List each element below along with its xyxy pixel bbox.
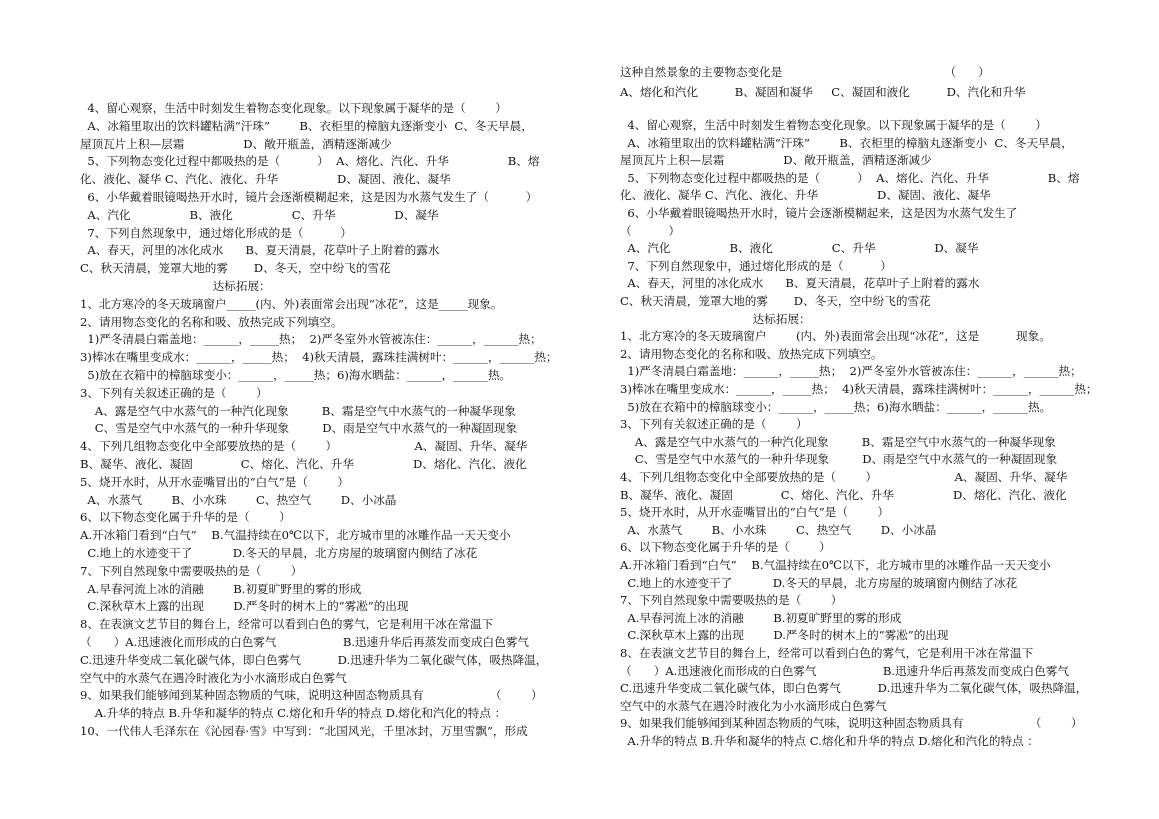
text-line: A、水蒸气 B、小水珠 C、热空气 D、小冰晶 bbox=[80, 492, 397, 507]
text-line: 达标拓展： bbox=[620, 311, 811, 326]
text-line: A、冰箱里取出的饮料罐粘满“汗珠” B、衣柜里的樟脑丸逐渐变小 C、冬天早晨， bbox=[620, 135, 1073, 150]
text-line: 空气中的水蒸气在遇冷时液化为小水滴形成白色雾气 bbox=[620, 698, 887, 713]
text-line: 空气中的水蒸气在遇冷时液化为小水滴形成白色雾气 bbox=[80, 670, 347, 685]
text-line: 3)棒冰在嘴里变成水：______，_____热； 4)秋天清晨，露珠挂满树叶：______，______热； bbox=[620, 382, 1098, 396]
text-line: A、水蒸气 B、小水珠 C、热空气 D、小冰晶 bbox=[620, 522, 937, 537]
text-line: C.地上的水迹变干了 D.冬天的早晨，北方房屋的玻璃窗内侧结了冰花 bbox=[80, 546, 478, 560]
text-line: C、雪是空气中水蒸气的一种升华现象 D、雨是空气中水蒸气的一种凝固现象 bbox=[620, 452, 1058, 467]
text-line: 化、液化、凝华 C、汽化、液化、升华 D、凝固、液化、凝华 bbox=[80, 172, 451, 187]
text-line: 7、下列自然现象中，通过熔化形成的是（ ） bbox=[80, 225, 352, 240]
text-line: 6、小华戴着眼镜喝热开水时，镜片会逐渐模糊起来，这是因为水蒸气发生了（ ） bbox=[80, 190, 538, 204]
text-line: 1、北方寒冷的冬天玻璃窗户_____(内、外)表面常会出现“冰花”，这是_____现象。 bbox=[80, 296, 503, 311]
text-line: 4、留心观察，生活中时刻发生着物态变化现象。以下现象属于凝华的是（ ） bbox=[80, 101, 507, 115]
text-line: 6、小华戴着眼镜喝热开水时，镜片会逐渐模糊起来，这是因为水蒸气发生了 bbox=[620, 206, 1018, 220]
text-line: 屋顶瓦片上积—层霜 D、敞开瓶盖，酒精逐渐减少 bbox=[620, 153, 932, 168]
text-line: C、秋天清晨，笼罩大地的雾 D、冬天，空中纷飞的雪花 bbox=[80, 261, 391, 276]
text-line: A、冰箱里取出的饮料罐粘满“汗珠” B、衣柜里的樟脑丸逐渐变小 C、冬天早晨， bbox=[80, 118, 533, 133]
text-line: 4、下列几组物态变化中全部要放热的是（ ） A、凝固、升华、凝华 bbox=[620, 470, 1068, 484]
text-line: 4、留心观察，生活中时刻发生着物态变化现象。以下现象属于凝华的是（ ） bbox=[620, 118, 1047, 132]
text-line: A、春天，河里的冰化成水 B、夏天清晨，花草叶子上附着的露水 bbox=[620, 276, 980, 291]
text-line: 化、液化、凝华 C、汽化、液化、升华 D、凝固、液化、凝华 bbox=[620, 188, 991, 203]
text-line: A、汽化 B、液化 C、升华 D、凝华 bbox=[80, 207, 439, 222]
text-line: 4、下列几组物态变化中全部要放热的是（ ） A、凝固、升华、凝华 bbox=[80, 439, 528, 454]
text-line: A.升华的特点 B.升华和凝华的特点 C.熔化和升华的特点 D.熔化和汽化的特点 ： bbox=[80, 706, 507, 721]
text-line: C.迅速升华变成二氧化碳气体，即白色雾气 D.迅速升华为二氧化碳气体，吸热降温， bbox=[620, 681, 1088, 696]
text-line: 8、在表演文艺节目的舞台上，经常可以看到白色的雾气，它是利用干冰在常温下 bbox=[80, 617, 494, 632]
text-line: 5、烧开水时，从开水壶嘴冒出的“白气”是（ ） bbox=[620, 505, 889, 520]
text-line: A、熔化和汽化 B、凝固和凝华 C、凝固和液化 D、汽化和升华 bbox=[620, 85, 1026, 99]
text-line: A.早春河流上冰的消融 B.初夏旷野里的雾的形成 bbox=[620, 610, 902, 625]
text-line: 这种自然景象的主要物态变化是 （ ） bbox=[620, 65, 990, 79]
text-line: 8、在表演文艺节目的舞台上，经常可以看到白色的雾气，它是利用干冰在常温下 bbox=[620, 646, 1034, 660]
text-line: B、凝华、液化、凝固 C、熔化、汽化、升华 D、熔化、汽化、液化 bbox=[80, 457, 527, 471]
text-line: C.地上的水迹变干了 D.冬天的早晨，北方房屋的玻璃窗内侧结了冰花 bbox=[620, 575, 1018, 590]
text-line: A.开冰箱门看到“白气” B.气温持续在0℃以下，北方城市里的冰雕作品一天天变小 bbox=[620, 558, 1051, 572]
text-line: C.深秋草木上露的出现 D.严冬时的树木上的“雾凇”的出现 bbox=[80, 599, 409, 614]
text-line: （ ）A.迅速液化而形成的白色雾气 B.迅速升华后再蒸发而变成白色雾气 bbox=[80, 635, 529, 649]
text-line: 5)放在衣箱中的樟脑球变小：______，_____热；6)海水晒盐：______，______热。 bbox=[80, 368, 512, 382]
text-line: 5)放在衣箱中的樟脑球变小：______，_____热；6)海水晒盐：______，______热。 bbox=[620, 399, 1052, 414]
text-line: 1)严冬清晨白霜盖地：______，_____热； 2)严冬室外水管被冻住：______，______热； bbox=[620, 364, 1082, 379]
text-line: 7、下列自然现象中需要吸热的是（ ） bbox=[80, 563, 303, 578]
text-line: 达标拓展： bbox=[80, 279, 271, 293]
text-line: 3)棒冰在嘴里变成水：______，_____热； 4)秋天清晨，露珠挂满树叶：______，______热； bbox=[80, 350, 558, 365]
text-line: 2、请用物态变化的名称和吸、放热完成下列填空。 bbox=[620, 346, 883, 361]
text-line: A、汽化 B、液化 C、升华 D、凝华 bbox=[620, 241, 979, 256]
text-line: C、秋天清晨，笼罩大地的雾 D、冬天，空中纷飞的雪花 bbox=[620, 294, 931, 308]
text-line: 3、下列有关叙述正确的是（ ） bbox=[80, 385, 268, 400]
text-line: 6、以下物态变化属于升华的是（ ） bbox=[620, 540, 831, 555]
text-line: 10、一代伟人毛泽东在《沁园春·雪》中写到：“北国风光，千里冰封，万里雪飘”，形成 bbox=[80, 724, 528, 738]
text-line: 屋顶瓦片上积—层霜 D、敞开瓶盖，酒精逐渐减少 bbox=[80, 136, 392, 151]
text-line: A.升华的特点 B.升华和凝华的特点 C.熔化和升华的特点 D.熔化和汽化的特点 ： bbox=[620, 734, 1039, 748]
text-line: （ ） bbox=[620, 223, 681, 238]
text-line: 6、以下物态变化属于升华的是（ ） bbox=[80, 510, 291, 525]
text-line: A.开冰箱门看到“白气” B.气温持续在0℃以下，北方城市里的冰雕作品一天天变小 bbox=[80, 528, 511, 543]
text-line: 9、如果我们能够闻到某种固态物质的气味，说明这种固态物质具有 （ ） bbox=[620, 716, 1083, 731]
text-line: 5、下列物态变化过程中都吸热的是（ ） A、熔化、汽化、升华 B、熔 bbox=[620, 170, 1080, 185]
left-column bbox=[80, 0, 620, 819]
text-line: A、春天，河里的冰化成水 B、夏天清晨，花草叶子上附着的露水 bbox=[80, 243, 440, 258]
text-line: B、凝华、液化、凝固 C、熔化、汽化、升华 D、熔化、汽化、液化 bbox=[620, 487, 1067, 502]
text-line: 7、下列自然现象中需要吸热的是（ ） bbox=[620, 593, 843, 608]
text-line: 3、下列有关叙述正确的是（ ） bbox=[620, 417, 808, 432]
text-line: （ ）A.迅速液化而形成的白色雾气 B.迅速升华后再蒸发而变成白色雾气 bbox=[620, 663, 1069, 678]
text-line: C、雪是空气中水蒸气的一种升华现象 D、雨是空气中水蒸气的一种凝固现象 bbox=[80, 421, 518, 436]
text-line: 7、下列自然现象中，通过熔化形成的是（ ） bbox=[620, 258, 892, 273]
text-line: C.深秋草木上露的出现 D.严冬时的树木上的“雾凇”的出现 bbox=[620, 628, 949, 643]
text-line: 9、如果我们能够闻到某种固态物质的气味，说明这种固态物质具有 （ ） bbox=[80, 688, 543, 703]
text-line: 1、北方寒冷的冬天玻璃窗户 (内、外)表面常会出现“冰花”，这是 现象。 bbox=[620, 329, 1051, 344]
text-line: 1)严冬清晨白霜盖地：______，_____热； 2)严冬室外水管被冻住：______，______热； bbox=[80, 332, 542, 347]
text-line: A.早春河流上冰的消融 B.初夏旷野里的雾的形成 bbox=[80, 581, 362, 596]
right-column bbox=[620, 0, 1159, 819]
text-line: 5、下列物态变化过程中都吸热的是（ ） A、熔化、汽化、升华 B、熔 bbox=[80, 154, 540, 169]
text-line: 2、请用物态变化的名称和吸、放热完成下列填空。 bbox=[80, 314, 343, 329]
text-line: 5、烧开水时，从开水壶嘴冒出的“白气”是（ ） bbox=[80, 474, 349, 489]
text-line: A、露是空气中水蒸气的一种汽化现象 B、霜是空气中水蒸气的一种凝华现象 bbox=[80, 403, 516, 418]
text-line: C.迅速升华变成二氧化碳气体，即白色雾气 D.迅速升华为二氧化碳气体，吸热降温， bbox=[80, 652, 548, 667]
text-line: A、露是空气中水蒸气的一种汽化现象 B、霜是空气中水蒸气的一种凝华现象 bbox=[620, 434, 1056, 449]
